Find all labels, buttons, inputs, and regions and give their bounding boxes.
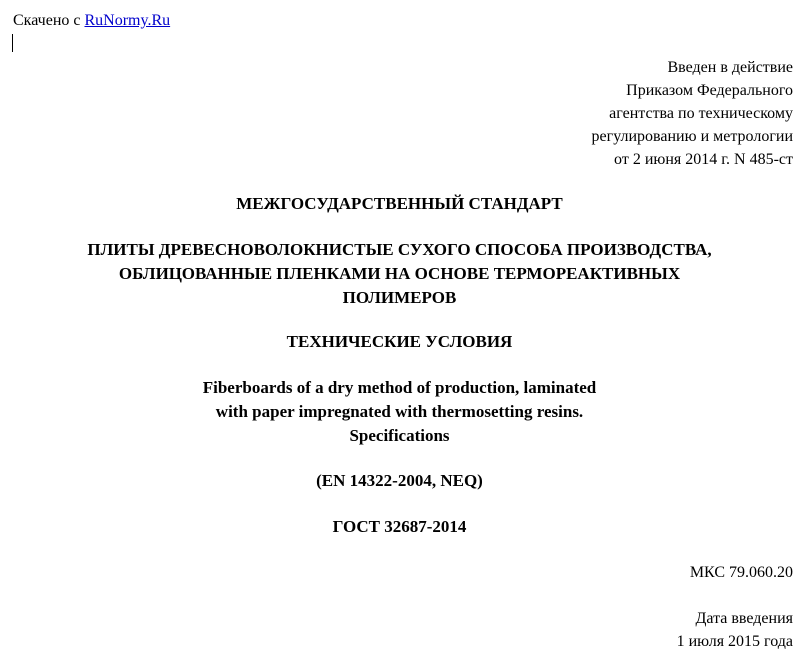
runormy-link[interactable]: RuNormy.Ru (84, 12, 171, 29)
mks-code: МКС 79.060.20 (689, 564, 793, 581)
effective-date-label: Дата введения (695, 610, 793, 627)
russian-title (0, 238, 799, 310)
enactment-block (592, 56, 793, 171)
effective-date-block (677, 607, 793, 653)
enactment-line: регулированию и метрологии (591, 128, 793, 145)
enactment-line: Приказом Федерального (626, 82, 793, 99)
english-title-line: Fiberboards of a dry method of production, laminated (202, 378, 597, 397)
english-title-line: with paper impregnated with thermosetting resins. (215, 402, 584, 421)
enactment-line: агентства по техническому (609, 105, 793, 122)
russian-title-line: ПЛИТЫ ДРЕВЕСНОВОЛОКНИСТЫЕ СУХОГО СПОСОБА ПРОИЗВОДСТВА, (87, 240, 712, 259)
russian-title-line: ОБЛИЦОВАННЫЕ ПЛЕНКАМИ НА ОСНОВЕ ТЕРМОРЕАКТИВНЫХ (118, 264, 681, 283)
source-line (13, 9, 170, 32)
english-title-line: Specifications (349, 426, 450, 445)
english-title (0, 376, 799, 448)
russian-subtitle: ТЕХНИЧЕСКИЕ УСЛОВИЯ (286, 332, 513, 351)
enactment-line: Введен в действие (667, 59, 793, 76)
effective-date-value: 1 июля 2015 года (676, 633, 793, 650)
russian-title-line: ПОЛИМЕРОВ (342, 288, 457, 307)
text-cursor (12, 34, 13, 52)
enactment-line: от 2 июня 2014 г. N 485-ст (614, 151, 793, 168)
source-prefix: Скачено с (13, 12, 85, 29)
standard-type-heading: МЕЖГОСУДАРСТВЕННЫЙ СТАНДАРТ (236, 194, 563, 213)
en-reference: (EN 14322-2004, NEQ) (316, 471, 483, 490)
gost-number: ГОСТ 32687-2014 (332, 517, 467, 536)
